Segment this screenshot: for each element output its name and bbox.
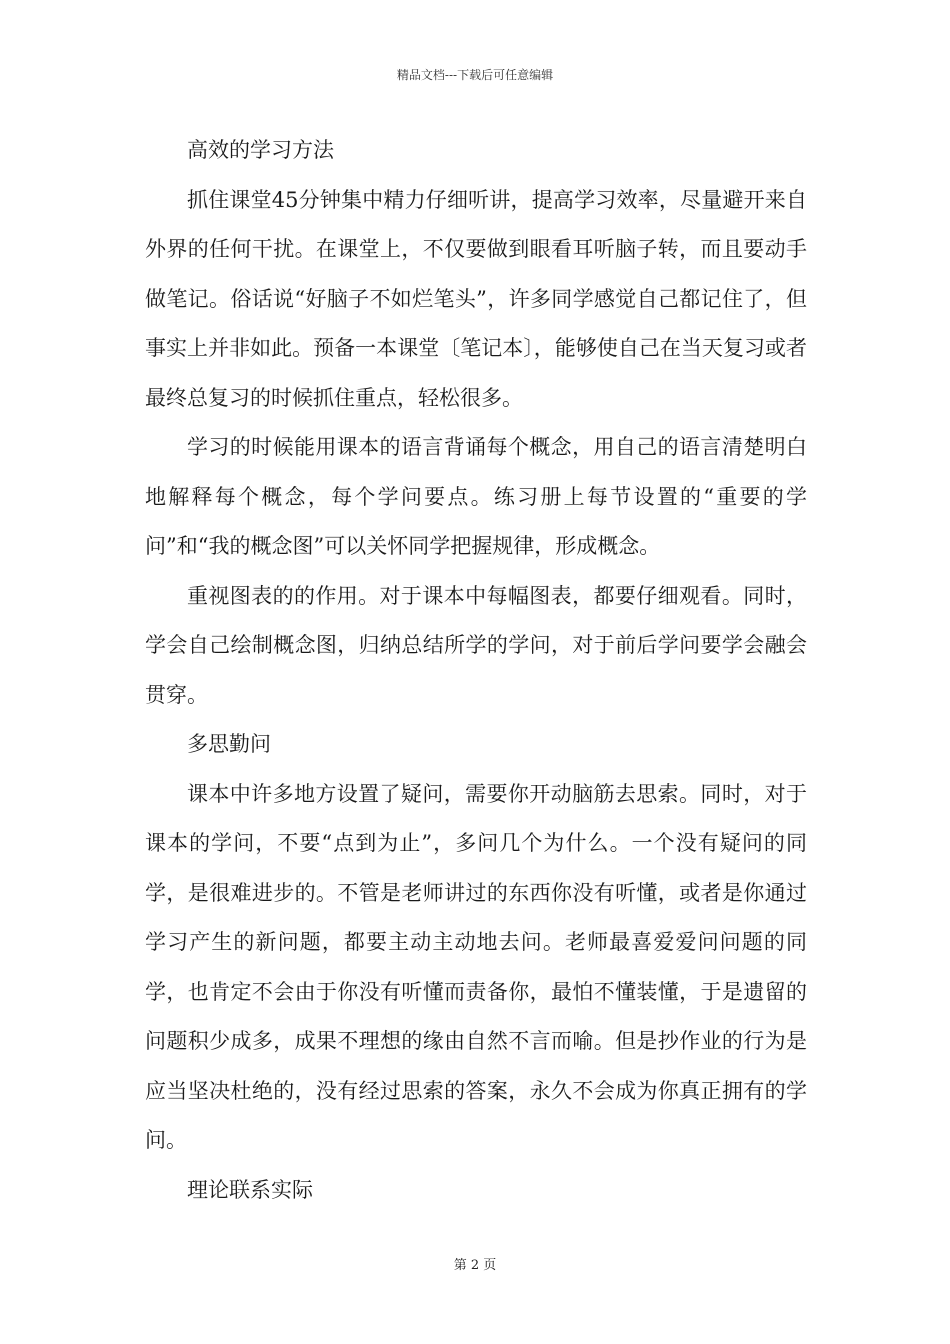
section-heading-study-methods: 高效的学习方法: [187, 138, 334, 162]
paragraph-charts: 重视图表的的作用。对于课本中每幅图表，都要仔细观看。同时，学会自己绘制概念图，归纳总结所学的学问，对于前后学问要学会融会贯穿。: [145, 583, 807, 707]
page-number: 第 2 页: [453, 1258, 497, 1273]
section-heading-practice: 理论联系实际: [187, 1177, 313, 1202]
section-heading-think-ask: 多思勤问: [187, 732, 271, 756]
document-body: [145, 126, 807, 1215]
paragraph-concepts: 学习的时候能用课本的语言背诵每个概念，用自己的语言清楚明白地解释每个概念，每个学问要点。练习册上每节设置的“重要的学问”和“我的概念图”可以关怀同学把握规律，形成概念。: [145, 435, 807, 558]
page-header: 精品文档---下载后可任意编辑: [396, 68, 554, 82]
paragraph-questions: 课本中许多地方设置了疑问，需要你开动脑筋去思索。同时，对于课本的学问，不要“点到为止”，多问几个为什么。一个没有疑问的同学，是很难进步的。不管是老师讲过的东西你没有听懂，或者是你通过学习产生的新问题，都要主动主动地去问。老师最喜爱爱问问题的同学，也肯定不会由于你没有听懂而责备你，最怕不懂装懂，于是遗留的问题积少成多，成果不理想的缘由自然不言而喻。但是抄作业的行为是应当坚决杜绝的，没有经过思索的答案，永久不会成为你真正拥有的学问。: [145, 781, 807, 1152]
paragraph-class-focus: 抓住课堂45分钟集中精力仔细听讲，提高学习效率，尽量避开来自外界的任何干扰。在课堂上，不仅要做到眼看耳听脑子转，而且要动手做笔记。俗话说“好脑子不如烂笔头”，许多同学感觉自己都记住了，但事实上并非如此。预备一本课堂〔笔记本〕，能够使自己在当天复习或者最终总复习的时候抓住重点，轻松很多。: [145, 187, 807, 410]
